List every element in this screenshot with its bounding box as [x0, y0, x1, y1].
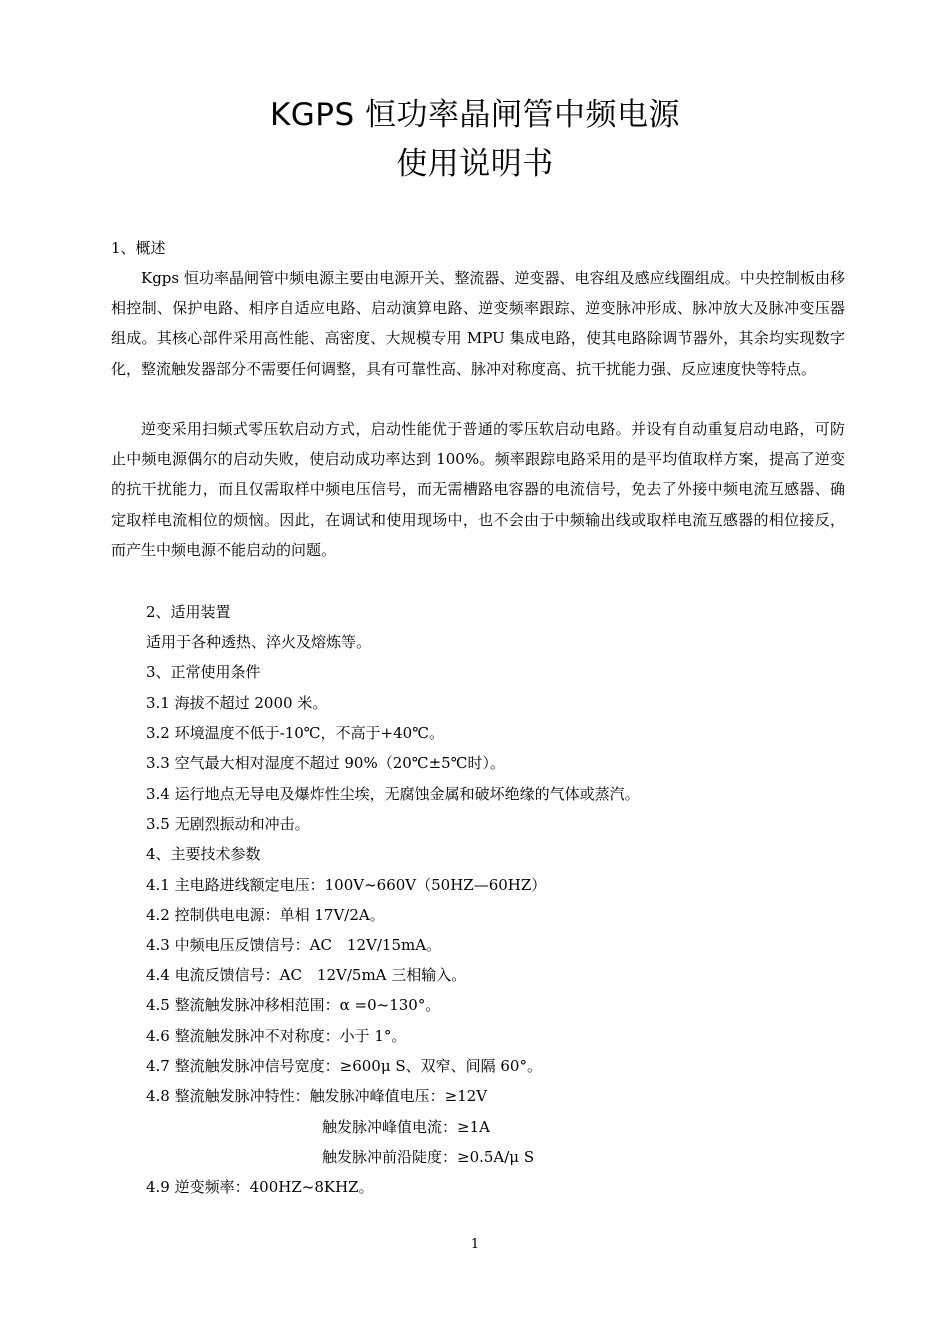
section-3-item: 3.1 海拔不超过 2000 米。	[146, 694, 328, 712]
section-4-item: 4.8 整流触发脉冲特性：触发脉冲峰值电压：≥12V	[146, 1087, 488, 1105]
document-title: KGPS 恒功率晶闸管中频电源	[269, 97, 681, 133]
page-number: 1	[470, 1237, 480, 1252]
section-1-heading: 1、概述	[111, 239, 166, 257]
section-4-item: 4.6 整流触发脉冲不对称度：小于 1°。	[146, 1027, 407, 1045]
section-2-text: 适用于各种透热、淬火及熔炼等。	[146, 633, 372, 651]
section-3-item: 3.3 空气最大相对湿度不超过 90%（20℃±5℃时）。	[146, 754, 505, 772]
section-4-8-subitem: 触发脉冲峰值电流：≥1A	[322, 1118, 490, 1136]
section-4-8-subitem: 触发脉冲前沿陡度：≥0.5A/μ S	[322, 1148, 535, 1166]
section-1-paragraph-2: 逆变采用扫频式零压软启动方式，启动性能优于普通的零压软启动电路。并设有自动重复启动电路，可防止中频电源偶尔的启动失败，使启动成功率达到 100%。频率跟踪电路采用的是平均值取样方案，提高了逆变的抗干扰能力，而且仅需取样中频电压信号，而无需槽路电容器的电流信号，免去了外接中频电流互感器、确定取样电流相位的烦恼。因此，在调试和使用现场中，也不会由于中频输出线或取样电流互感器的相位接反，而产生中频电源不能启动的问题。	[111, 420, 845, 559]
section-4-item: 4.3 中频电压反馈信号：AC 12V/15mA。	[146, 936, 442, 954]
section-4-item: 4.1 主电路进线额定电压：100V~660V（50HZ—60HZ）	[146, 876, 547, 894]
section-4-item: 4.5 整流触发脉冲移相范围：α =0~130°。	[146, 996, 441, 1014]
section-3-item: 3.5 无剧烈振动和冲击。	[146, 815, 310, 833]
section-3-item: 3.4 运行地点无导电及爆炸性尘埃，无腐蚀金属和破坏绝缘的气体或蒸汽。	[146, 785, 640, 803]
section-4-heading: 4、主要技术参数	[146, 845, 261, 863]
section-4-item: 4.9 逆变频率：400HZ~8KHZ。	[146, 1178, 374, 1196]
section-1-paragraph-1: Kgps 恒功率晶闸管中频电源主要由电源开关、整流器、逆变器、电容组及感应线圈组成。中央控制板由移相控制、保护电路、相序自适应电路、启动演算电路、逆变频率跟踪、逆变脉冲形成、脉冲放大及脉冲变压器组成。其核心部件采用高性能、高密度、大规模专用 MPU 集成电路，使其电路除调节器外，其余均实现数字化，整流触发器部分不需要任何调整，具有可靠性高、脉冲对称度高、抗干扰能力强、反应速度快等特点。	[111, 269, 845, 378]
section-4-item: 4.7 整流触发脉冲信号宽度：≥600μ S、双窄、间隔 60°。	[146, 1057, 542, 1075]
section-3-heading: 3、正常使用条件	[146, 663, 261, 681]
section-4-item: 4.4 电流反馈信号：AC 12V/5mA 三相输入。	[146, 966, 467, 984]
document-subtitle: 使用说明书	[396, 146, 554, 182]
section-2-heading: 2、适用装置	[146, 603, 231, 621]
section-3-item: 3.2 环境温度不低于-10℃，不高于+40℃。	[146, 724, 444, 742]
section-4-item: 4.2 控制供电电源：单相 17V/2A。	[146, 906, 385, 924]
